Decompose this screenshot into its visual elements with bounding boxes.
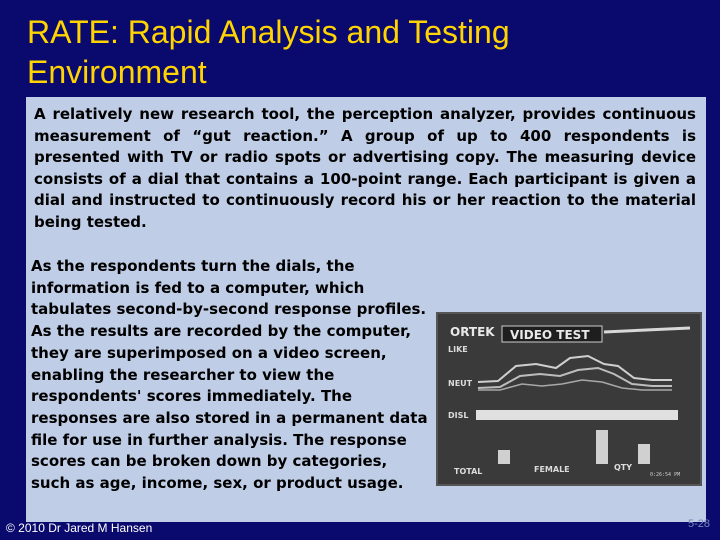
perception-analyzer-screen — [436, 312, 702, 486]
screen-label-qty: QTY — [614, 463, 633, 472]
page-number: 5-28 — [688, 518, 711, 530]
title-line-1: RATE: Rapid Analysis and Testing — [27, 14, 510, 50]
screen-label-total: TOTAL — [454, 467, 483, 476]
intro-paragraph: A relatively new research tool, the perception analyzer, provides continuous measurement of “gut reaction.” A group of up to 400 respondents is presented with TV or radio spots or advertising copy. The measuring device consists of a dial that contains a 100-point range. Each participant is given a dial and instructed to continuously record his or her reaction to the material being tested. — [34, 105, 696, 231]
screen-label-disl: DISL — [448, 411, 469, 420]
title-line-2: Environment — [27, 54, 207, 90]
screen-label-female: FEMALE — [534, 465, 570, 474]
screen-label-like: LIKE — [448, 345, 468, 354]
screen-brand: ORTEK — [450, 325, 495, 339]
screen-heading: VIDEO TEST — [510, 328, 590, 342]
detail-paragraph: As the respondents turn the dials, the information is fed to a computer, which tabulates second-by-second response profiles. As the results are recorded by the computer, they are superimposed on a video screen, enabling the researcher to view the respondents' scores immediately. The responses are also stored in a permanent data file for use in further analysis. The response scores can be broken down by categories, such as age, income, sex, or product usage. — [31, 257, 428, 493]
copyright-footer: © 2010 Dr Jared M Hansen — [6, 521, 153, 535]
screen-label-neut: NEUT — [448, 379, 473, 388]
screen-clock: 0:26:54 PM — [650, 472, 681, 478]
slide-title — [27, 12, 707, 92]
